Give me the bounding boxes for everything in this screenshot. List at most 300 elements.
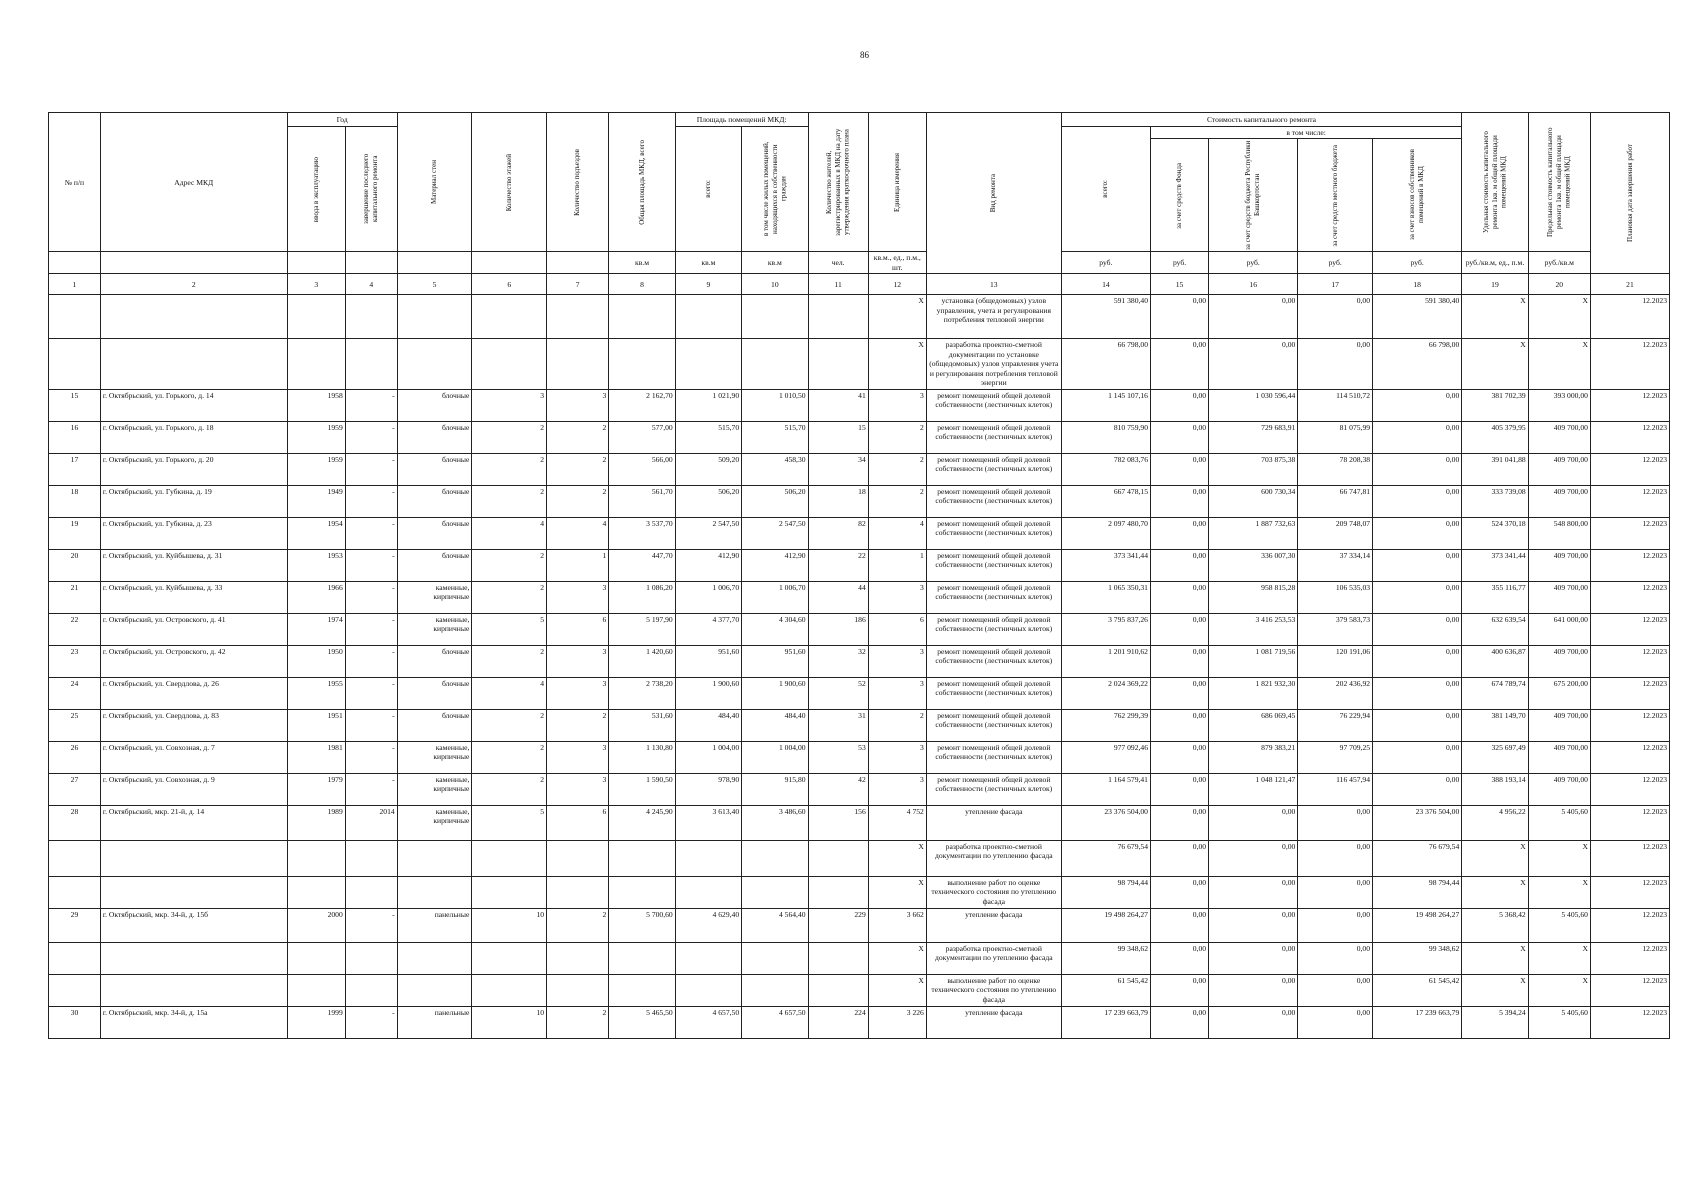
table-row [49,741,1670,773]
address-cell: г. Октябрьский, ул. Островского, д. 42 [100,645,287,677]
unit-cost-cell: 381 702,39 [1462,389,1528,421]
year-last-repair-cell: - [345,709,397,741]
total-area-cell: 531,60 [609,709,675,741]
cost-fund-cell: 0,00 [1150,709,1208,741]
cost-fund-cell: 0,00 [1150,581,1208,613]
work-type-cell: ремонт помещений общей долевой собственности (лестничных клеток) [926,709,1061,741]
table-row [49,295,1670,339]
entrances-cell: 6 [547,613,609,645]
residents-cell: 44 [808,581,868,613]
plan-date-cell: 12.2023 [1590,773,1669,805]
plan-date-cell: 12.2023 [1590,421,1669,453]
column-number: 16 [1209,274,1298,295]
unit-label: кв.м [609,252,675,274]
unit-value-cell: 3 226 [868,1006,926,1038]
total-area-cell: 4 245,90 [609,805,675,840]
area-paid-cell: 458,30 [742,453,808,485]
wall-material-cell: блочные [397,677,472,709]
row-number: 22 [49,613,101,645]
max-cost-cell: 409 700,00 [1528,709,1590,741]
row-number: 29 [49,908,101,942]
table-row [49,339,1670,389]
work-type-cell: утепление фасада [926,1006,1061,1038]
col-header-area-total: всего: [675,127,741,252]
entrances-cell [547,295,609,339]
address-cell: г. Октябрьский, ул. Горького, д. 14 [100,389,287,421]
plan-date-cell: 12.2023 [1590,942,1669,974]
cost-fund-cell: 0,00 [1150,339,1208,389]
row-number: 21 [49,581,101,613]
entrances-cell: 4 [547,517,609,549]
cost-fund-cell: 0,00 [1150,421,1208,453]
total-area-cell [609,295,675,339]
unit-cost-cell: 333 739,08 [1462,485,1528,517]
page-number: 86 [860,50,869,60]
area-total-cell: 2 547,50 [675,517,741,549]
column-number: 14 [1061,274,1150,295]
column-number: 8 [609,274,675,295]
max-cost-cell: 5 405,60 [1528,1006,1590,1038]
area-total-cell: 484,40 [675,709,741,741]
table-row [49,974,1670,1006]
cost-total-cell: 810 759,90 [1061,421,1150,453]
cost-total-cell: 1 145 107,16 [1061,389,1150,421]
floors-cell: 2 [472,741,547,773]
year-last-repair-cell: - [345,741,397,773]
wall-material-cell: блочные [397,389,472,421]
floors-cell: 4 [472,677,547,709]
max-cost-cell: 409 700,00 [1528,741,1590,773]
entrances-cell [547,840,609,876]
area-total-cell: 1 021,90 [675,389,741,421]
year-commission-cell: 1989 [287,805,345,840]
year-last-repair-cell: - [345,453,397,485]
col-header-year-last-repair: завершение последнего капитального ремонта [345,127,397,252]
cost-total-cell: 19 498 264,27 [1061,908,1150,942]
residents-cell [808,942,868,974]
cost-local-cell: 202 436,92 [1298,677,1373,709]
floors-cell: 2 [472,421,547,453]
floors-cell: 3 [472,389,547,421]
year-commission-cell [287,840,345,876]
area-paid-cell: 951,60 [742,645,808,677]
cost-local-cell: 116 457,94 [1298,773,1373,805]
work-type-cell: ремонт помещений общей долевой собственности (лестничных клеток) [926,677,1061,709]
unit-cost-cell: 5 394,24 [1462,1006,1528,1038]
cost-fund-cell: 0,00 [1150,549,1208,581]
cost-rb-cell: 703 875,38 [1209,453,1298,485]
column-number: 17 [1298,274,1373,295]
cost-fund-cell: 0,00 [1150,773,1208,805]
cost-fund-cell: 0,00 [1150,613,1208,645]
total-area-cell: 1 420,60 [609,645,675,677]
cost-total-cell: 2 097 480,70 [1061,517,1150,549]
floors-cell: 5 [472,613,547,645]
address-cell: г. Октябрьский, ул. Горького, д. 18 [100,421,287,453]
area-total-cell [675,295,741,339]
cost-total-cell: 2 024 369,22 [1061,677,1150,709]
plan-date-cell: 12.2023 [1590,1006,1669,1038]
total-area-cell: 5 700,60 [609,908,675,942]
unit-cost-cell: X [1462,840,1528,876]
residents-cell: 34 [808,453,868,485]
col-header-year-commission: ввода в эксплуатацию [287,127,345,252]
total-area-cell [609,974,675,1006]
floors-cell: 10 [472,908,547,942]
plan-date-cell: 12.2023 [1590,453,1669,485]
cost-local-cell: 0,00 [1298,805,1373,840]
column-number: 15 [1150,274,1208,295]
column-number: 4 [345,274,397,295]
work-type-cell: ремонт помещений общей долевой собственности (лестничных клеток) [926,581,1061,613]
unit-label: чел. [808,252,868,274]
cost-total-cell: 762 299,39 [1061,709,1150,741]
area-total-cell: 1 004,00 [675,741,741,773]
cost-owners-cell: 0,00 [1373,741,1462,773]
unit-value-cell: X [868,339,926,389]
cost-total-cell: 1 164 579,41 [1061,773,1150,805]
cost-total-cell: 1 201 910,62 [1061,645,1150,677]
entrances-cell: 2 [547,709,609,741]
table-row [49,908,1670,942]
max-cost-cell: 409 700,00 [1528,549,1590,581]
work-type-cell: разработка проектно-сметной документации по утеплению фасада [926,942,1061,974]
unit-cost-cell: 325 697,49 [1462,741,1528,773]
year-last-repair-cell: - [345,908,397,942]
plan-date-cell: 12.2023 [1590,613,1669,645]
col-header-area-paid: в том числе жилых помещений, находящихся в собственности граждан [742,127,808,252]
wall-material-cell: блочные [397,517,472,549]
col-header-work-type: Вид ремонта [926,113,1061,274]
total-area-cell: 5 465,50 [609,1006,675,1038]
entrances-cell: 6 [547,805,609,840]
col-header-cost-owners: за счет взносов собственников помещений в МКД [1373,139,1462,252]
wall-material-cell [397,295,472,339]
unit-value-cell: 3 [868,741,926,773]
floors-cell [472,339,547,389]
col-header-wall-material: Материал стен [397,113,472,252]
cost-owners-cell: 23 376 504,00 [1373,805,1462,840]
plan-date-cell: 12.2023 [1590,645,1669,677]
wall-material-cell: каменные, кирпичные [397,613,472,645]
area-total-cell: 509,20 [675,453,741,485]
area-total-cell: 4 377,70 [675,613,741,645]
row-number: 19 [49,517,101,549]
area-total-cell: 4 657,50 [675,1006,741,1038]
column-number: 9 [675,274,741,295]
cost-total-cell: 977 092,46 [1061,741,1150,773]
year-commission-cell: 1999 [287,1006,345,1038]
unit-cost-cell: 381 149,70 [1462,709,1528,741]
area-total-cell: 412,90 [675,549,741,581]
cost-rb-cell: 0,00 [1209,339,1298,389]
cost-owners-cell: 0,00 [1373,773,1462,805]
residents-cell [808,974,868,1006]
area-total-cell: 506,20 [675,485,741,517]
floors-cell [472,840,547,876]
column-number: 3 [287,274,345,295]
cost-owners-cell: 19 498 264,27 [1373,908,1462,942]
plan-date-cell: 12.2023 [1590,517,1669,549]
col-header-no: № п/п [49,113,101,252]
unit-label: руб. [1150,252,1208,274]
year-last-repair-cell: - [345,389,397,421]
cost-owners-cell: 0,00 [1373,453,1462,485]
wall-material-cell [397,974,472,1006]
address-cell [100,942,287,974]
column-number: 20 [1528,274,1590,295]
cost-owners-cell: 61 545,42 [1373,974,1462,1006]
floors-cell: 5 [472,805,547,840]
cost-owners-cell: 591 380,40 [1373,295,1462,339]
unit-label: руб./кв.м [1528,252,1590,274]
residents-cell: 229 [808,908,868,942]
total-area-cell: 2 162,70 [609,389,675,421]
unit-cost-cell: X [1462,942,1528,974]
year-last-repair-cell [345,974,397,1006]
entrances-cell: 2 [547,485,609,517]
work-type-cell: выполнение работ по оценке технического состояния по утеплению фасада [926,876,1061,908]
cost-total-cell: 61 545,42 [1061,974,1150,1006]
cost-total-cell: 591 380,40 [1061,295,1150,339]
total-area-cell: 561,70 [609,485,675,517]
wall-material-cell: блочные [397,709,472,741]
entrances-cell: 3 [547,389,609,421]
cost-rb-cell: 1 887 732,63 [1209,517,1298,549]
total-area-cell: 3 537,70 [609,517,675,549]
col-header-cost-total: всего: [1061,127,1150,252]
residents-cell: 22 [808,549,868,581]
entrances-cell [547,339,609,389]
entrances-cell: 2 [547,1006,609,1038]
entrances-cell: 2 [547,908,609,942]
column-number: 2 [100,274,287,295]
plan-date-cell: 12.2023 [1590,741,1669,773]
cost-local-cell: 0,00 [1298,295,1373,339]
row-number: 16 [49,421,101,453]
work-type-cell: ремонт помещений общей долевой собственности (лестничных клеток) [926,421,1061,453]
year-last-repair-cell: - [345,549,397,581]
total-area-cell: 566,00 [609,453,675,485]
entrances-cell: 1 [547,549,609,581]
residents-cell [808,339,868,389]
unit-label: руб. [1298,252,1373,274]
address-cell: г. Октябрьский, мкр. 21-й, д. 14 [100,805,287,840]
col-header-cost-rb: за счет средств бюджета Республики Башкортостан [1209,139,1298,252]
unit-label: кв.м [742,252,808,274]
cost-local-cell: 106 535,03 [1298,581,1373,613]
cost-local-cell: 78 208,38 [1298,453,1373,485]
col-header-cost-fund: за счет средств Фонда [1150,139,1208,252]
column-number: 7 [547,274,609,295]
cost-fund-cell: 0,00 [1150,908,1208,942]
cost-owners-cell: 0,00 [1373,645,1462,677]
work-type-cell: ремонт помещений общей долевой собственности (лестничных клеток) [926,389,1061,421]
column-number: 18 [1373,274,1462,295]
cost-local-cell: 209 748,07 [1298,517,1373,549]
area-paid-cell: 1 004,00 [742,741,808,773]
wall-material-cell [397,840,472,876]
area-paid-cell: 1 900,60 [742,677,808,709]
year-commission-cell: 2000 [287,908,345,942]
plan-date-cell: 12.2023 [1590,709,1669,741]
column-number: 12 [868,274,926,295]
cost-rb-cell: 958 815,28 [1209,581,1298,613]
unit-cost-cell: 4 956,22 [1462,805,1528,840]
cost-rb-cell: 0,00 [1209,974,1298,1006]
address-cell: г. Октябрьский, ул. Губкина, д. 23 [100,517,287,549]
work-type-cell: ремонт помещений общей долевой собственности (лестничных клеток) [926,517,1061,549]
cost-local-cell: 0,00 [1298,942,1373,974]
address-cell: г. Октябрьский, ул. Совхозная, д. 9 [100,773,287,805]
col-header-area-group: Площадь помещений МКД: [675,113,808,127]
table-row [49,942,1670,974]
work-type-cell: ремонт помещений общей долевой собственности (лестничных клеток) [926,613,1061,645]
area-paid-cell [742,840,808,876]
cost-fund-cell: 0,00 [1150,453,1208,485]
address-cell [100,295,287,339]
row-number [49,942,101,974]
floors-cell: 4 [472,517,547,549]
cost-total-cell: 1 065 350,31 [1061,581,1150,613]
cost-total-cell: 782 083,76 [1061,453,1150,485]
unit-value-cell: 3 662 [868,908,926,942]
area-paid-cell: 515,70 [742,421,808,453]
year-last-repair-cell: 2014 [345,805,397,840]
column-number: 19 [1462,274,1528,295]
unit-value-cell: X [868,295,926,339]
column-number: 10 [742,274,808,295]
max-cost-cell: X [1528,840,1590,876]
year-last-repair-cell: - [345,1006,397,1038]
entrances-cell: 2 [547,421,609,453]
wall-material-cell: блочные [397,645,472,677]
area-paid-cell: 506,20 [742,485,808,517]
unit-value-cell: X [868,876,926,908]
area-paid-cell: 2 547,50 [742,517,808,549]
unit-value-cell: X [868,974,926,1006]
cost-fund-cell: 0,00 [1150,389,1208,421]
unit-value-cell: 3 [868,389,926,421]
table-row [49,840,1670,876]
floors-cell: 2 [472,773,547,805]
max-cost-cell: 393 000,00 [1528,389,1590,421]
cost-fund-cell: 0,00 [1150,974,1208,1006]
total-area-cell [609,840,675,876]
floors-cell [472,974,547,1006]
cost-total-cell: 373 341,44 [1061,549,1150,581]
unit-value-cell: X [868,942,926,974]
year-last-repair-cell [345,295,397,339]
cost-rb-cell: 879 383,21 [1209,741,1298,773]
area-total-cell [675,339,741,389]
cost-owners-cell: 0,00 [1373,421,1462,453]
unit-value-cell: 3 [868,581,926,613]
area-paid-cell: 4 304,60 [742,613,808,645]
year-last-repair-cell [345,339,397,389]
cost-total-cell: 99 348,62 [1061,942,1150,974]
area-paid-cell [742,974,808,1006]
residents-cell: 42 [808,773,868,805]
column-number: 11 [808,274,868,295]
col-header-address: Адрес МКД [100,113,287,252]
cost-rb-cell: 686 069,45 [1209,709,1298,741]
table-row [49,709,1670,741]
plan-date-cell: 12.2023 [1590,581,1669,613]
entrances-cell: 3 [547,581,609,613]
cost-local-cell: 114 510,72 [1298,389,1373,421]
work-type-cell: выполнение работ по оценке технического состояния по утеплению фасада [926,974,1061,1006]
row-number: 28 [49,805,101,840]
plan-date-cell: 12.2023 [1590,840,1669,876]
max-cost-cell: X [1528,942,1590,974]
table-header [49,113,1670,295]
year-commission-cell [287,942,345,974]
unit-value-cell: 2 [868,421,926,453]
cost-fund-cell: 0,00 [1150,876,1208,908]
column-number: 1 [49,274,101,295]
cost-rb-cell: 0,00 [1209,942,1298,974]
cost-rb-cell: 729 683,91 [1209,421,1298,453]
year-last-repair-cell: - [345,773,397,805]
cost-local-cell: 97 709,25 [1298,741,1373,773]
address-cell: г. Октябрьский, ул. Горького, д. 20 [100,453,287,485]
cost-fund-cell: 0,00 [1150,485,1208,517]
address-cell: г. Октябрьский, ул. Свердлова, д. 83 [100,709,287,741]
area-paid-cell [742,339,808,389]
row-number: 18 [49,485,101,517]
table-row [49,389,1670,421]
unit-cost-cell: X [1462,295,1528,339]
area-paid-cell: 412,90 [742,549,808,581]
year-commission-cell [287,974,345,1006]
cost-owners-cell: 0,00 [1373,485,1462,517]
row-number: 26 [49,741,101,773]
col-header-unit: Единица измерения [868,113,926,252]
residents-cell: 224 [808,1006,868,1038]
residents-cell: 31 [808,709,868,741]
unit-label: руб. [1061,252,1150,274]
unit-cost-cell: X [1462,876,1528,908]
unit-value-cell: 2 [868,485,926,517]
wall-material-cell: панельные [397,1006,472,1038]
max-cost-cell: 548 800,00 [1528,517,1590,549]
unit-cost-cell: 524 370,18 [1462,517,1528,549]
wall-material-cell: панельные [397,908,472,942]
cost-owners-cell: 0,00 [1373,677,1462,709]
area-total-cell: 4 629,40 [675,908,741,942]
cost-owners-cell: 0,00 [1373,709,1462,741]
year-last-repair-cell [345,942,397,974]
column-number: 21 [1590,274,1669,295]
cost-fund-cell: 0,00 [1150,741,1208,773]
area-total-cell [675,942,741,974]
unit-label: руб. [1209,252,1298,274]
cost-rb-cell: 0,00 [1209,908,1298,942]
total-area-cell: 5 197,90 [609,613,675,645]
cost-local-cell: 0,00 [1298,974,1373,1006]
unit-value-cell: 4 752 [868,805,926,840]
area-paid-cell: 3 486,60 [742,805,808,840]
address-cell [100,840,287,876]
area-total-cell [675,876,741,908]
row-number: 30 [49,1006,101,1038]
max-cost-cell: 409 700,00 [1528,581,1590,613]
area-total-cell: 978,90 [675,773,741,805]
unit-cost-cell: 355 116,77 [1462,581,1528,613]
col-header-cost-local: за счет средств местного бюджета [1298,139,1373,252]
cost-local-cell: 0,00 [1298,840,1373,876]
